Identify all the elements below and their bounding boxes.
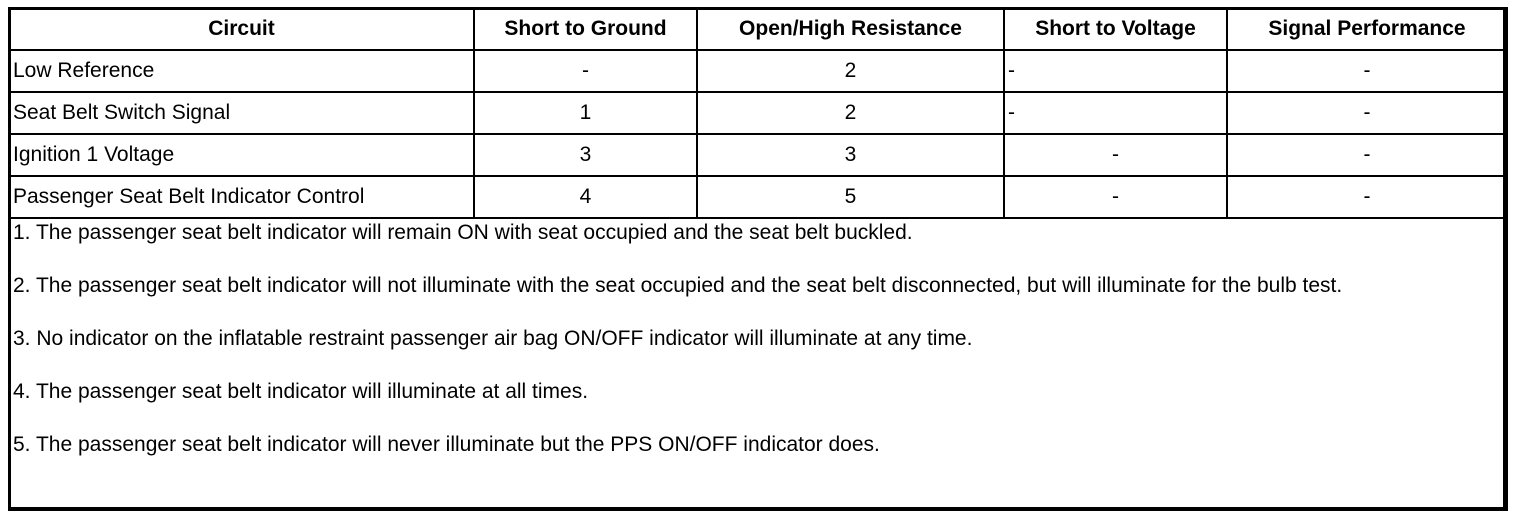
- cell-signal-performance: -: [1227, 92, 1507, 134]
- note-3: 3. No indicator on the inflatable restraint passenger air bag ON/OFF indicator will illuminate at any time.: [13, 327, 973, 350]
- cell-circuit: Ignition 1 Voltage: [9, 134, 474, 176]
- diagnostic-table-container: [8, 7, 1506, 510]
- cell-short-to-voltage: -: [1004, 134, 1227, 176]
- header-short-to-ground: Short to Ground: [474, 8, 697, 50]
- header-short-to-voltage: Short to Voltage: [1004, 8, 1227, 50]
- notes-cell: [9, 218, 1507, 510]
- table-row: [9, 92, 1507, 134]
- table-row: [9, 176, 1507, 218]
- cell-short-to-voltage: -: [1004, 92, 1227, 134]
- table-row: [9, 50, 1507, 92]
- cell-open-high-resistance: 3: [697, 134, 1004, 176]
- header-open-high-resistance: Open/High Resistance: [697, 8, 1004, 50]
- cell-signal-performance: -: [1227, 176, 1507, 218]
- table-row: [9, 134, 1507, 176]
- note-2: 2. The passenger seat belt indicator will not illuminate with the seat occupied and the seat belt disconnected, but will illuminate for the bulb test.: [13, 274, 1343, 297]
- cell-signal-performance: -: [1227, 50, 1507, 92]
- cell-circuit: Passenger Seat Belt Indicator Control: [9, 176, 474, 218]
- header-circuit: Circuit: [9, 8, 474, 50]
- cell-open-high-resistance: 2: [697, 50, 1004, 92]
- cell-short-to-ground: 3: [474, 134, 697, 176]
- cell-signal-performance: -: [1227, 134, 1507, 176]
- circuit-diagnostic-table: [8, 7, 1508, 511]
- cell-short-to-voltage: -: [1004, 176, 1227, 218]
- cell-short-to-ground: 1: [474, 92, 697, 134]
- cell-circuit: Low Reference: [9, 50, 474, 92]
- cell-open-high-resistance: 5: [697, 176, 1004, 218]
- cell-short-to-ground: -: [474, 50, 697, 92]
- cell-short-to-ground: 4: [474, 176, 697, 218]
- table-header-row: [9, 8, 1507, 50]
- cell-open-high-resistance: 2: [697, 92, 1004, 134]
- cell-circuit: Seat Belt Switch Signal: [9, 92, 474, 134]
- note-4: 4. The passenger seat belt indicator will illuminate at all times.: [13, 380, 589, 403]
- header-signal-performance: Signal Performance: [1227, 8, 1507, 50]
- note-5: 5. The passenger seat belt indicator will never illuminate but the PPS ON/OFF indicator does.: [13, 433, 880, 456]
- notes-row: [9, 218, 1507, 510]
- cell-short-to-voltage: -: [1004, 50, 1227, 92]
- note-1: 1. The passenger seat belt indicator will remain ON with seat occupied and the seat belt buckled.: [13, 221, 913, 244]
